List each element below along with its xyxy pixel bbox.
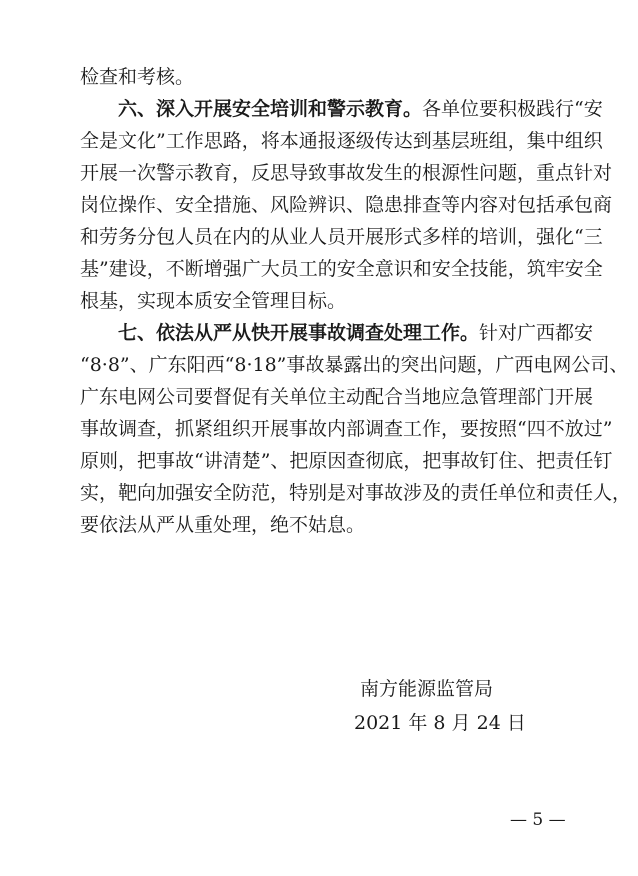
body-line: 开展一次警示教育，反思导致事故发生的根源性问题，重点针对 — [80, 162, 613, 184]
body-text: 各单位要积极践行“安 — [422, 98, 603, 120]
body-line: 岗位操作、安全措施、风险辨识、隐患排查等内容对包括承包商 — [80, 194, 613, 216]
body-text: 针对广西都安 — [479, 322, 594, 344]
body-line: 检查和考核。 — [80, 66, 195, 88]
body-line: 事故调查，抓紧组织开展事故内部调查工作，要按照“四不放过” — [80, 418, 613, 440]
page-number: — 5 — — [510, 810, 566, 830]
section-six-first-line — [118, 94, 603, 124]
section-six-heading: 六、深入开展安全培训和警示教育。 — [118, 98, 423, 120]
body-line: 原则，把事故“讲清楚”、把原因查彻底，把事故钉住、把责任钉 — [80, 450, 613, 472]
body-line: 和劳务分包人员在内的从业人员开展形式多样的培训，强化“三 — [80, 226, 603, 248]
section-seven-heading: 七、依法从严从快开展事故调查处理工作。 — [118, 322, 480, 344]
body-line: 全是文化”工作思路，将本通报逐级传达到基层班组，集中组织 — [80, 130, 603, 152]
issuing-organization: 南方能源监管局 — [360, 678, 494, 700]
body-line: 要依法从严从重处理，绝不姑息。 — [80, 514, 366, 536]
body-line: 根基，实现本质安全管理目标。 — [80, 290, 347, 312]
body-line: 实，靶向加强安全防范，特别是对事故涉及的责任单位和责任人， — [80, 482, 632, 504]
section-seven-first-line — [118, 318, 594, 348]
body-line: 基”建设，不断增强广大员工的安全意识和安全技能，筑牢安全 — [80, 258, 603, 280]
body-line: 广东电网公司要督促有关单位主动配合当地应急管理部门开展 — [80, 386, 594, 408]
body-line: “8·8”、广东阳西“8·18”事故暴露出的突出问题，广西电网公司、 — [80, 354, 629, 376]
issue-date: 2021 年 8 月 24 日 — [354, 712, 526, 734]
